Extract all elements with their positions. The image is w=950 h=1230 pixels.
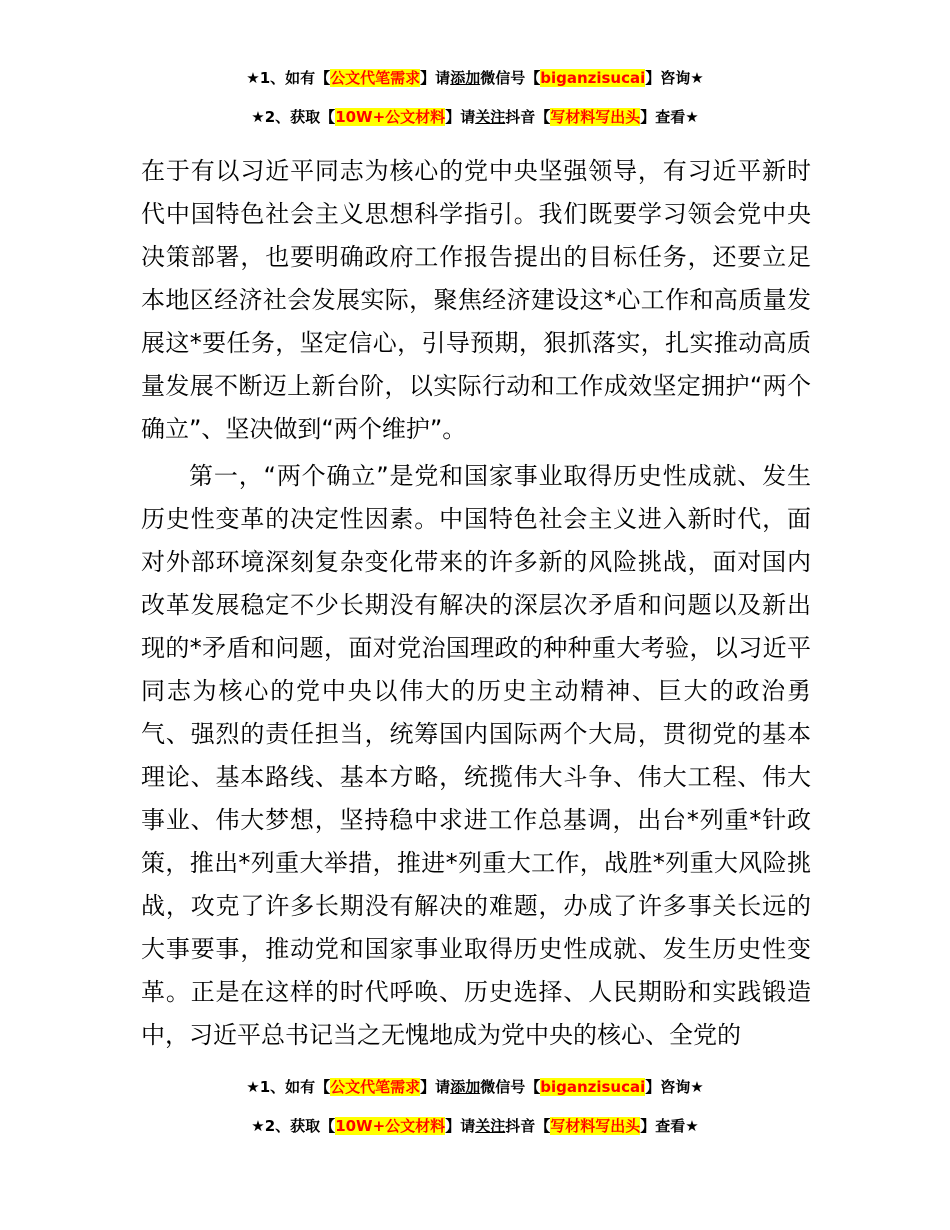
underlined-word: 关注	[475, 108, 506, 126]
banner-text: 】咨询★	[645, 1078, 704, 1096]
body-paragraph-2: 第一，“两个确立”是党和国家事业取得历史性成就、发生历史性变革的决定性因素。中国特色社会主义进入新时代，面对外部环境深刻复杂变化带来的许多新的风险挑战，面对国内改革发展稳定不少长期没有解决的深层次矛盾和问题以及新出现的*矛盾和问题，面对党治国理政的种种重大考验，以习近平同志为核心的党中央以伟大的历史主动精神、巨大的政治勇气、强烈的责任担当，统筹国内国际两个大局，贯彻党的基本理论、基本路线、基本方略，统揽伟大斗争、伟大工程、伟大事业、伟大梦想，坚持稳中求进工作总基调，出台*列重*针政策，推出*列重大举措，推进*列重大工作，战胜*列重大风险挑战，攻克了许多长期没有解决的难题，办成了许多事关长远的大事要事，推动党和国家事业取得历史性成就、发生历史性变革。正是在这样的时代呼唤、历史选择、人民期盼和实践锻造中，习近平总书记当之无愧地成为党中央的核心、全党的	[141, 462, 811, 1049]
bottom-banner-line-2	[0, 1115, 950, 1137]
bottom-banner-line-1	[0, 1076, 950, 1098]
banner-text: 】查看★	[640, 108, 699, 126]
banner-text: 】咨询★	[645, 69, 704, 87]
body-paragraph-1: 在于有以习近平同志为核心的党中央坚强领导，有习近平新时代中国特色社会主义思想科学指引。我们既要学习领会党中央决策部署，也要明确政府工作报告提出的目标任务，还要立足本地区经济社会发展实际，聚焦经济建设这*心工作和高质量发展这*要任务，坚定信心，引导预期，狠抓落实，扎实推动高质量发展不断迈上新台阶，以实际行动和工作成效坚定拥护“两个确立”、坚决做到“两个维护”。	[141, 157, 811, 443]
top-banner-line-1	[0, 67, 950, 89]
banner-text: 】请	[445, 108, 476, 126]
banner-text: ★2、获取【	[251, 108, 336, 126]
banner-text: 抖音【	[505, 1117, 551, 1135]
banner-text: 】请	[445, 1117, 476, 1135]
highlight-materials: 10W+公文材料	[335, 1117, 446, 1135]
underlined-word: 添加	[450, 1078, 481, 1096]
banner-text: 微信号【	[480, 1078, 541, 1096]
banner-text: ★1、如有【	[246, 1078, 331, 1096]
banner-text: ★1、如有【	[246, 69, 331, 87]
banner-text: 】请	[420, 1078, 451, 1096]
highlight-materials: 10W+公文材料	[335, 108, 446, 126]
highlight-service: 公文代笔需求	[330, 1078, 421, 1096]
highlight-douyin-account: 写材料写出头	[550, 108, 641, 126]
banner-text: 】查看★	[640, 1117, 699, 1135]
banner-text: 微信号【	[480, 69, 541, 87]
banner-text: ★2、获取【	[251, 1117, 336, 1135]
highlight-douyin-account: 写材料写出头	[550, 1117, 641, 1135]
document-body	[141, 150, 811, 1057]
highlight-wechat-id: biganzisucai	[540, 69, 646, 87]
banner-text: 抖音【	[505, 108, 551, 126]
highlight-wechat-id: biganzisucai	[540, 1078, 646, 1096]
top-banner-line-2	[0, 106, 950, 128]
underlined-word: 添加	[450, 69, 481, 87]
banner-text: 】请	[420, 69, 451, 87]
highlight-service: 公文代笔需求	[330, 69, 421, 87]
underlined-word: 关注	[475, 1117, 506, 1135]
